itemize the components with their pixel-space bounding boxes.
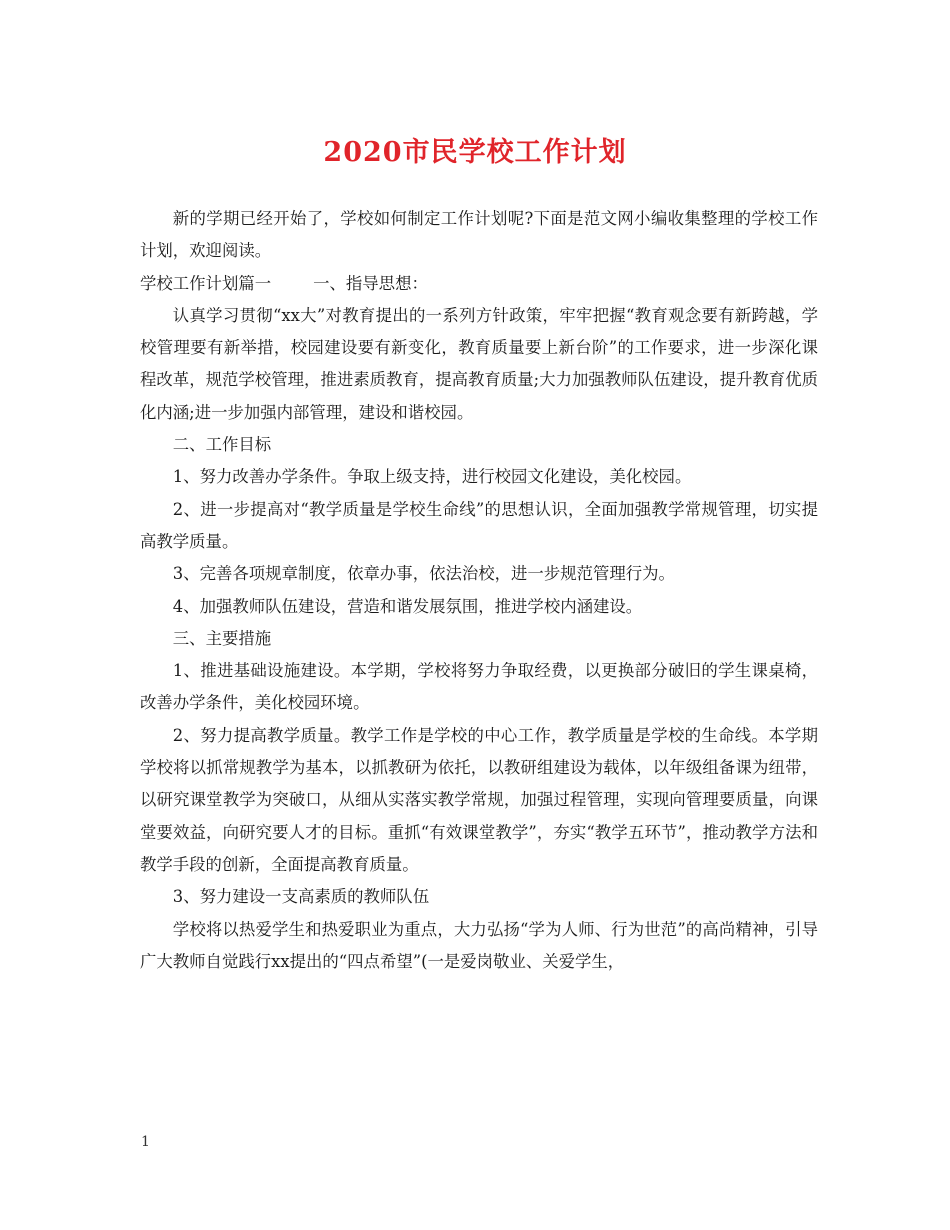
section-label: 学校工作计划篇一: [140, 273, 272, 293]
document-body: [140, 203, 818, 978]
section-line: [140, 268, 818, 300]
measure-item: 2、努力提高教学质量。教学工作是学校的中心工作，教学质量是学校的生命线。本学期学校将以抓常规教学为基本，以抓教研为依托，以教研组建设为载体，以年级组备课为纽带，以研究课堂教学为突破口，从细从实落实教学常规，加强过程管理，实现向管理要质量，向课堂要效益，向研究要人才的目标。重抓“有效课堂教学”，夯实“教学五环节”，推动教学方法和教学手段的创新，全面提高教育质量。: [140, 725, 818, 874]
goal-item: 3、完善各项规章制度，依章办事，依法治校，进一步规范管理行为。: [172, 564, 675, 584]
heading-guiding-thought: 一、指导思想：: [313, 273, 428, 293]
measure-item: 3、努力建设一支高素质的教师队伍: [172, 887, 430, 907]
measure-item: 1、推进基础设施建设。本学期，学校将努力争取经费，以更换部分破旧的学生课桌椅，改善办学条件，美化校园环境。: [140, 661, 818, 713]
goal-item: 1、努力改善办学条件。争取上级支持，进行校园文化建设，美化校园。: [172, 467, 692, 487]
page-number: 1: [141, 1134, 150, 1150]
heading-main-measures: 三、主要措施: [172, 628, 272, 648]
goal-item: 4、加强教师队伍建设，营造和谐发展氛围，推进学校内涵建设。: [172, 596, 643, 616]
intro-paragraph: 新的学期已经开始了，学校如何制定工作计划呢?下面是范文网小编收集整理的学校工作计划，欢迎阅读。: [140, 209, 818, 261]
document-title: 2020市民学校工作计划: [323, 137, 627, 168]
guiding-paragraph: 认真学习贯彻“xx大”对教育提出的一系列方针政策，牢牢把握“教育观念要有新跨越，学校管理要有新举措，校园建设要有新变化，教育质量要上新台阶”的工作要求，进一步深化课程改革，规范学校管理，推进素质教育，提高教育质量;大力加强教师队伍建设，提升教育优质化内涵;进一步加强内部管理，建设和谐校园。: [140, 305, 818, 422]
heading-work-goals: 二、工作目标: [172, 435, 272, 455]
goal-item: 2、进一步提高对“教学质量是学校生命线”的思想认识，全面加强教学常规管理，切实提高教学质量。: [140, 499, 818, 551]
teacher-paragraph: 学校将以热爱学生和热爱职业为重点，大力弘扬“学为人师、行为世范”的高尚精神，引导广大教师自觉践行xx提出的“四点希望”(一是爱岗敬业、关爱学生，: [140, 919, 818, 971]
